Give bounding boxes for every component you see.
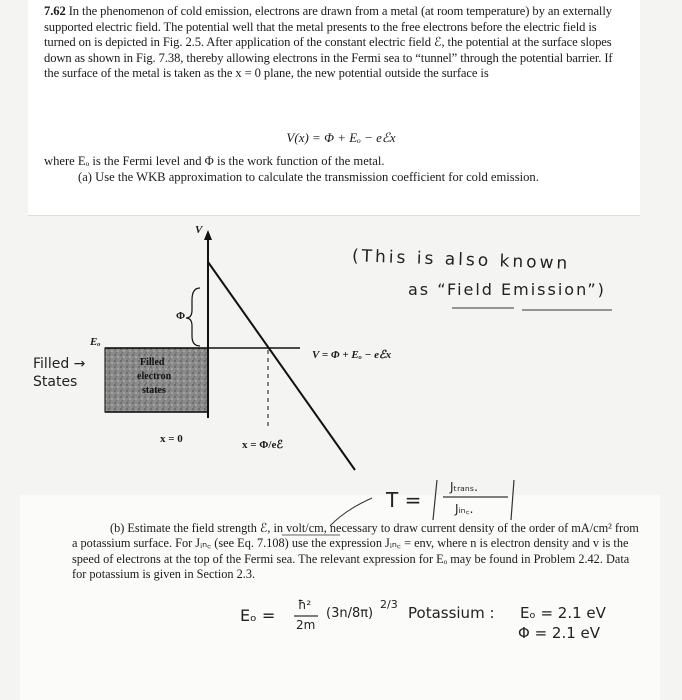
box-label-states: states bbox=[142, 385, 166, 396]
phi-brace bbox=[186, 288, 200, 346]
formula-numerator: ħ² bbox=[298, 598, 312, 612]
transmission-denominator: Jᵢₙ꜀. bbox=[455, 502, 474, 516]
potential-label: V = Φ + Eₒ − eℰx bbox=[312, 349, 392, 361]
potential-equation: V(x) = Φ + Eₒ − eℰx bbox=[286, 130, 396, 145]
handwritten-note-line2: as “Field Emission”) bbox=[408, 280, 606, 299]
t-abs-right bbox=[511, 480, 514, 520]
part-b-text: Estimate the field strength ℰ, in volt/cm, necessary to draw current density of the order of mA/cm² from a potassium surface. For Jᵢₙ꜀ (see Eq. 7.108) use the expression Jᵢₙ꜀ = env, where n is electron density and v is the speed of electrons at the top of the Fermi sea. The relevant expression for Eₒ may be found in Problem 2.42. Data for potassium is given in Section 2.3. bbox=[72, 521, 639, 582]
problem-number: 7.62 bbox=[44, 4, 66, 18]
formula-lhs: Eₒ = bbox=[240, 606, 276, 625]
transmission-numerator: Jₜᵣₐₙₛ. bbox=[450, 480, 478, 494]
ef-label: Eₒ bbox=[90, 336, 101, 348]
x0-label: x = 0 bbox=[160, 433, 183, 445]
phi-label: Φ bbox=[176, 310, 186, 322]
states-handnote: States bbox=[33, 374, 78, 390]
potassium-phi-value: Φ = 2.1 eV bbox=[518, 624, 601, 642]
xcross-label: x = Φ/eℰ bbox=[242, 439, 283, 451]
axis-v-label: V bbox=[195, 224, 203, 236]
part-a-label: (a) bbox=[78, 170, 92, 184]
part-b bbox=[72, 521, 642, 583]
box-label-electron: electron bbox=[137, 371, 172, 382]
box-label-filled: Filled bbox=[140, 357, 165, 368]
part-b-label: (b) bbox=[110, 521, 125, 535]
potassium-ef-value: Eₒ = 2.1 eV bbox=[520, 604, 606, 622]
formula-exponent: 2/3 bbox=[380, 598, 398, 611]
t-abs-left bbox=[433, 480, 437, 520]
transmission-t: T = bbox=[386, 488, 422, 512]
problem-body: In the phenomenon of cold emission, electrons are drawn from a metal (at room temperature) by an externally supported electric field. The potential well that the metal presents to the free electrons before the electric field is turned on is depicted in Fig. 2.5. After application of the constant electric field ℰ, the potential at the surface slopes down as shown in Fig. 7.38, thereby allowing electrons in the Fermi sea to “tunnel” through the potential barrier. If the surface of the metal is taken as the x = 0 plane, the new potential outside the surface is bbox=[44, 4, 613, 81]
filled-states-handnote: Filled → bbox=[33, 356, 86, 372]
axis-arrow bbox=[204, 230, 212, 240]
part-a-text: Use the WKB approximation to calculate the transmission coefficient for cold emission. bbox=[95, 170, 539, 184]
potassium-label: Potassium : bbox=[408, 604, 495, 622]
where-line: where Eₒ is the Fermi level and Φ is the work function of the metal. bbox=[44, 154, 385, 168]
formula-paren: (3n/8π) bbox=[326, 606, 374, 621]
handwritten-note-line1: (This is also known bbox=[351, 246, 571, 274]
formula-denominator: 2m bbox=[296, 618, 316, 632]
